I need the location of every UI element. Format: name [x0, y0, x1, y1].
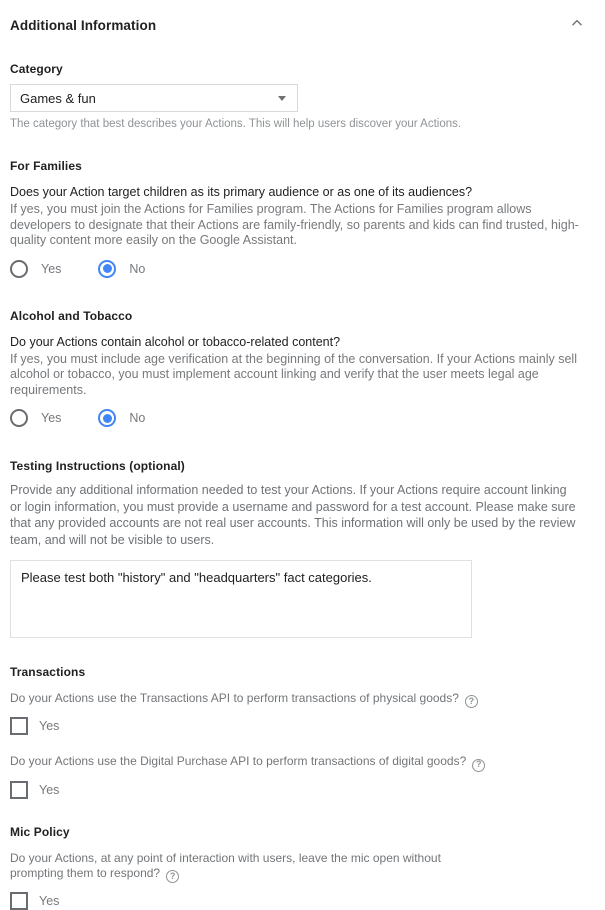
alcohol-tobacco-section: [10, 309, 595, 428]
help-icon[interactable]: ?: [472, 759, 485, 772]
radio-label: No: [129, 411, 145, 425]
question-text: Do your Actions use the Transactions API to perform transactions of physical goods?: [10, 691, 459, 705]
testing-instructions-section: [10, 459, 595, 638]
category-section: [10, 62, 595, 130]
help-icon[interactable]: ?: [465, 695, 478, 708]
mic-policy-checkbox[interactable]: [10, 892, 595, 910]
for-families-title: For Families: [10, 159, 595, 173]
checkbox-unchecked-icon: [10, 781, 28, 799]
for-families-radio-no[interactable]: [98, 260, 145, 278]
radio-label: Yes: [41, 262, 61, 276]
panel-header: [10, 16, 595, 34]
radio-label: No: [129, 262, 145, 276]
transactions-title: Transactions: [10, 665, 595, 679]
mic-policy-question: [10, 851, 488, 884]
testing-instructions-description: Provide any additional information needed to test your Actions. If your Actions require account linking or login information, you must provide a username and password for a test account. Please make sure that any provided accounts are not real user accounts. This information will only be used by the review team, and will not be visible to users.: [10, 482, 580, 548]
radio-selected-icon: [98, 409, 116, 427]
transactions-digital-question: [10, 754, 595, 771]
transactions-physical-question: [10, 691, 595, 708]
radio-unselected-icon: [10, 409, 28, 427]
alcohol-tobacco-radio-group: [10, 409, 595, 427]
for-families-helper-text: If yes, you must join the Actions for Families program. The Actions for Families program allows developers to designate that their Actions are family-friendly, so parents and kids can find trusted, high-quality content more easily on the Google Assistant.: [10, 202, 595, 249]
checkbox-unchecked-icon: [10, 717, 28, 735]
category-label: Category: [10, 62, 595, 76]
for-families-radio-group: [10, 260, 595, 278]
for-families-question: Does your Action target children as its primary audience or as one of its audiences?: [10, 185, 595, 199]
mic-policy-title: Mic Policy: [10, 825, 595, 839]
help-icon[interactable]: ?: [166, 870, 179, 883]
transactions-section: [10, 665, 595, 799]
transactions-digital-checkbox[interactable]: [10, 781, 595, 799]
testing-instructions-input[interactable]: [10, 560, 472, 638]
mic-policy-section: [10, 825, 595, 910]
panel-title: Additional Information: [10, 18, 156, 33]
alcohol-tobacco-radio-no[interactable]: [98, 409, 145, 427]
transactions-physical-checkbox[interactable]: [10, 717, 595, 735]
checkbox-label: Yes: [39, 894, 59, 908]
radio-unselected-icon: [10, 260, 28, 278]
dropdown-arrow-icon: [278, 96, 286, 101]
radio-label: Yes: [41, 411, 61, 425]
for-families-section: [10, 159, 595, 278]
radio-selected-icon: [98, 260, 116, 278]
question-text: Do your Actions, at any point of interaction with users, leave the mic open without prompting them to respond?: [10, 851, 441, 881]
checkbox-unchecked-icon: [10, 892, 28, 910]
checkbox-label: Yes: [39, 719, 59, 733]
alcohol-tobacco-title: Alcohol and Tobacco: [10, 309, 595, 323]
checkbox-label: Yes: [39, 783, 59, 797]
alcohol-tobacco-question: Do your Actions contain alcohol or tobacco-related content?: [10, 335, 595, 349]
chevron-up-icon: [570, 16, 584, 35]
category-selected-value: Games & fun: [20, 91, 96, 106]
alcohol-tobacco-radio-yes[interactable]: [10, 409, 61, 427]
question-text: Do your Actions use the Digital Purchase API to perform transactions of digital goods?: [10, 754, 466, 768]
category-helper-text: The category that best describes your Actions. This will help users discover your Actions.: [10, 118, 595, 130]
collapse-section-button[interactable]: [567, 15, 587, 35]
testing-instructions-title: Testing Instructions (optional): [10, 459, 595, 473]
category-select[interactable]: [10, 84, 298, 112]
for-families-radio-yes[interactable]: [10, 260, 61, 278]
alcohol-tobacco-helper-text: If yes, you must include age verification at the beginning of the conversation. If your Actions mainly sell alcohol or tobacco, you must implement account linking and verify that the user meets legal age requirements.: [10, 352, 595, 399]
